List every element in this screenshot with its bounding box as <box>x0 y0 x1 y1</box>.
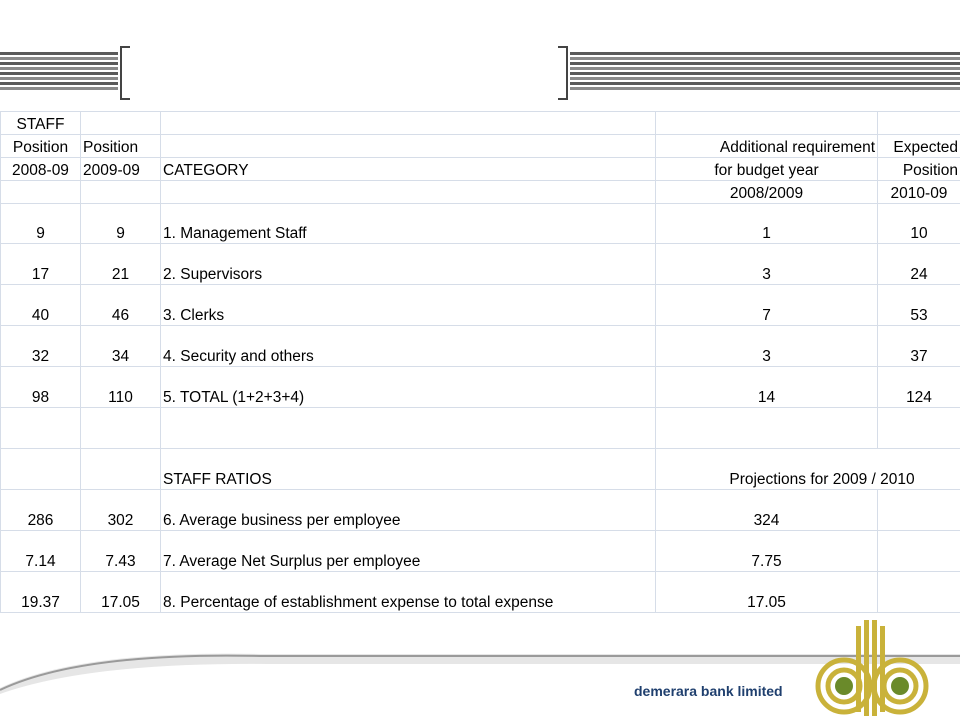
header-bracket-right <box>558 46 568 100</box>
table-cell <box>878 572 960 613</box>
table-cell: 37 <box>878 326 960 367</box>
table-cell: 17 <box>1 244 81 285</box>
table-header-row <box>1 158 960 181</box>
table-cell: 7.75 <box>656 531 878 572</box>
table-cell: 7.43 <box>81 531 161 572</box>
table-cell: Position <box>1 135 81 158</box>
table-cell: 46 <box>81 285 161 326</box>
table-row <box>1 204 960 244</box>
table-cell <box>878 531 960 572</box>
table-cell <box>161 135 656 158</box>
table-cell: 4. Security and others <box>161 326 656 367</box>
table-cell <box>81 181 161 204</box>
table-cell: 21 <box>81 244 161 285</box>
table-cell <box>878 408 960 449</box>
table-cell <box>1 181 81 204</box>
header-bracket-left <box>120 46 130 100</box>
table-cell: STAFF <box>1 112 81 135</box>
table-cell: 32 <box>1 326 81 367</box>
table-cell: Position <box>878 158 960 181</box>
table-cell: 110 <box>81 367 161 408</box>
table-cell: 302 <box>81 490 161 531</box>
table-cell <box>81 112 161 135</box>
db-logo-icon <box>812 614 932 720</box>
staff-table <box>0 111 960 613</box>
table-cell: 14 <box>656 367 878 408</box>
table-cell: 34 <box>81 326 161 367</box>
table-header-row <box>1 181 960 204</box>
table-cell: CATEGORY <box>161 158 656 181</box>
table-cell: 1. Management Staff <box>161 204 656 244</box>
table-cell: Position <box>81 135 161 158</box>
table-row <box>1 326 960 367</box>
table-row <box>1 285 960 326</box>
table-cell: 53 <box>878 285 960 326</box>
table-cell: 9 <box>81 204 161 244</box>
table-cell: 19.37 <box>1 572 81 613</box>
table-cell: Expected <box>878 135 960 158</box>
table-row-empty <box>1 408 960 449</box>
table-cell: 17.05 <box>81 572 161 613</box>
table-cell <box>656 112 878 135</box>
table-cell <box>1 408 81 449</box>
table-cell <box>1 449 81 490</box>
table-cell <box>81 449 161 490</box>
table-cell: 10 <box>878 204 960 244</box>
table-cell: 324 <box>656 490 878 531</box>
table-cell: 2008-09 <box>1 158 81 181</box>
table-cell: 2009-09 <box>81 158 161 181</box>
table-cell: 1 <box>656 204 878 244</box>
table-header-row <box>1 112 960 135</box>
header-stripes-left <box>0 52 118 94</box>
table-cell <box>878 490 960 531</box>
table-cell: 5. TOTAL (1+2+3+4) <box>161 367 656 408</box>
table-cell: 7. Average Net Surplus per employee <box>161 531 656 572</box>
table-cell: 40 <box>1 285 81 326</box>
table-cell: 6. Average business per employee <box>161 490 656 531</box>
table-cell <box>161 181 656 204</box>
table-cell: 3 <box>656 244 878 285</box>
table-header-row <box>1 135 960 158</box>
table-cell: for budget year <box>656 158 878 181</box>
company-name: demerara bank limited <box>634 683 783 699</box>
table-cell: 3 <box>656 326 878 367</box>
table-row <box>1 367 960 408</box>
table-cell <box>81 408 161 449</box>
table-row <box>1 531 960 572</box>
table-cell: 124 <box>878 367 960 408</box>
table-cell: 17.05 <box>656 572 878 613</box>
table-cell <box>656 408 878 449</box>
header-stripes-right <box>570 52 960 94</box>
table-row <box>1 572 960 613</box>
ratios-heading: STAFF RATIOS <box>161 449 656 490</box>
table-row <box>1 244 960 285</box>
ratios-heading-row <box>1 449 960 490</box>
table-row <box>1 490 960 531</box>
table-cell: 286 <box>1 490 81 531</box>
table-cell <box>878 112 960 135</box>
table-cell: 3. Clerks <box>161 285 656 326</box>
table-cell <box>161 408 656 449</box>
table-cell: 9 <box>1 204 81 244</box>
table-cell: Additional requirement <box>656 135 878 158</box>
table-cell: 2008/2009 <box>656 181 878 204</box>
table-cell: 8. Percentage of establishment expense to total expense <box>161 572 656 613</box>
table-cell <box>161 112 656 135</box>
table-cell: 98 <box>1 367 81 408</box>
table-cell: 7.14 <box>1 531 81 572</box>
table-cell: 2010-09 <box>878 181 960 204</box>
table-cell: 7 <box>656 285 878 326</box>
projections-heading: Projections for 2009 / 2010 <box>656 449 960 490</box>
table-cell: 2. Supervisors <box>161 244 656 285</box>
table-cell: 24 <box>878 244 960 285</box>
